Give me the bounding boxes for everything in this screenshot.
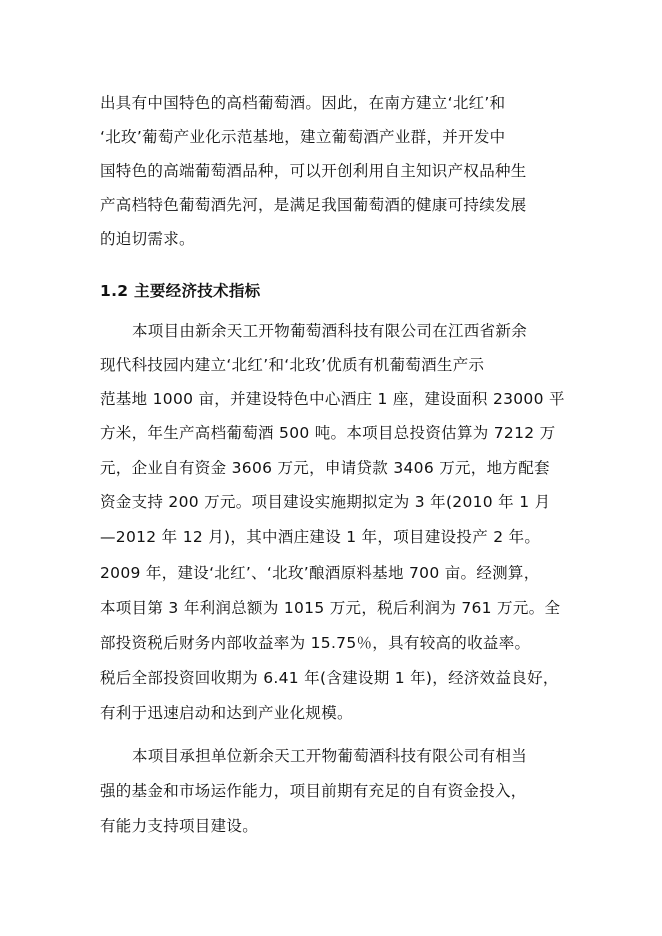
paragraph-2-line-2: 强的基金和市场运作能力，项目前期有充足的自有资金投入， — [100, 782, 527, 800]
paragraph-1-line-6: 资金支持 200 万元。项目建设实施期拟定为 3 年(2010 年 1 月 — [100, 493, 551, 511]
paragraph-1-line-1: 本项目由新余天工开物葡萄酒科技有限公司在江西省新余 — [132, 322, 528, 340]
intro-line-3: 国特色的高端葡萄酒品种，可以开创利用自主知识产权品种生 — [100, 162, 527, 180]
paragraph-1-line-2: 现代科技园内建立‘北红’和‘北玫’优质有机葡萄酒生产示 — [100, 356, 485, 374]
intro-line-5: 的迫切需求。 — [100, 230, 195, 248]
paragraph-1-line-3: 范基地 1000 亩，并建设特色中心酒庄 1 座，建设面积 23000 平 — [100, 390, 565, 408]
paragraph-1-line-4: 方米，年生产高档葡萄酒 500 吨。本项目总投资估算为 7212 万 — [100, 424, 556, 442]
paragraph-1-line-12: 有利于迅速启动和达到产业化规模。 — [100, 704, 353, 722]
paragraph-1-line-5: 元，企业自有资金 3606 万元，申请贷款 3406 万元，地方配套 — [100, 459, 550, 477]
intro-line-2: ‘北玫’葡萄产业化示范基地，建立葡萄酒产业群，并开发中 — [100, 128, 506, 146]
paragraph-2-line-3: 有能力支持项目建设。 — [100, 817, 259, 835]
paragraph-1-line-10: 部投资税后财务内部收益率为 15.75％，具有较高的收益率。 — [100, 634, 531, 652]
paragraph-1-line-8: 2009 年，建设‘北红’、‘北玫’酿酒原料基地 700 亩。经测算， — [100, 564, 540, 582]
paragraph-1-line-9: 本项目第 3 年利润总额为 1015 万元，税后利润为 761 万元。全 — [100, 599, 561, 617]
intro-line-4: 产高档特色葡萄酒先河，是满足我国葡萄酒的健康可持续发展 — [100, 196, 527, 214]
section-heading: 1.2 主要经济技术指标 — [100, 282, 261, 300]
paragraph-1-line-11: 税后全部投资回收期为 6.41 年(含建设期 1 年)，经济效益良好， — [100, 669, 559, 687]
intro-line-1: 出具有中国特色的高档葡萄酒。因此，在南方建立‘北红’和 — [100, 94, 506, 112]
paragraph-2-line-1: 本项目承担单位新余天工开物葡萄酒科技有限公司有相当 — [132, 747, 528, 765]
paragraph-1-line-7: —2012 年 12 月)，其中酒庄建设 1 年，项目建设投产 2 年。 — [100, 528, 541, 546]
